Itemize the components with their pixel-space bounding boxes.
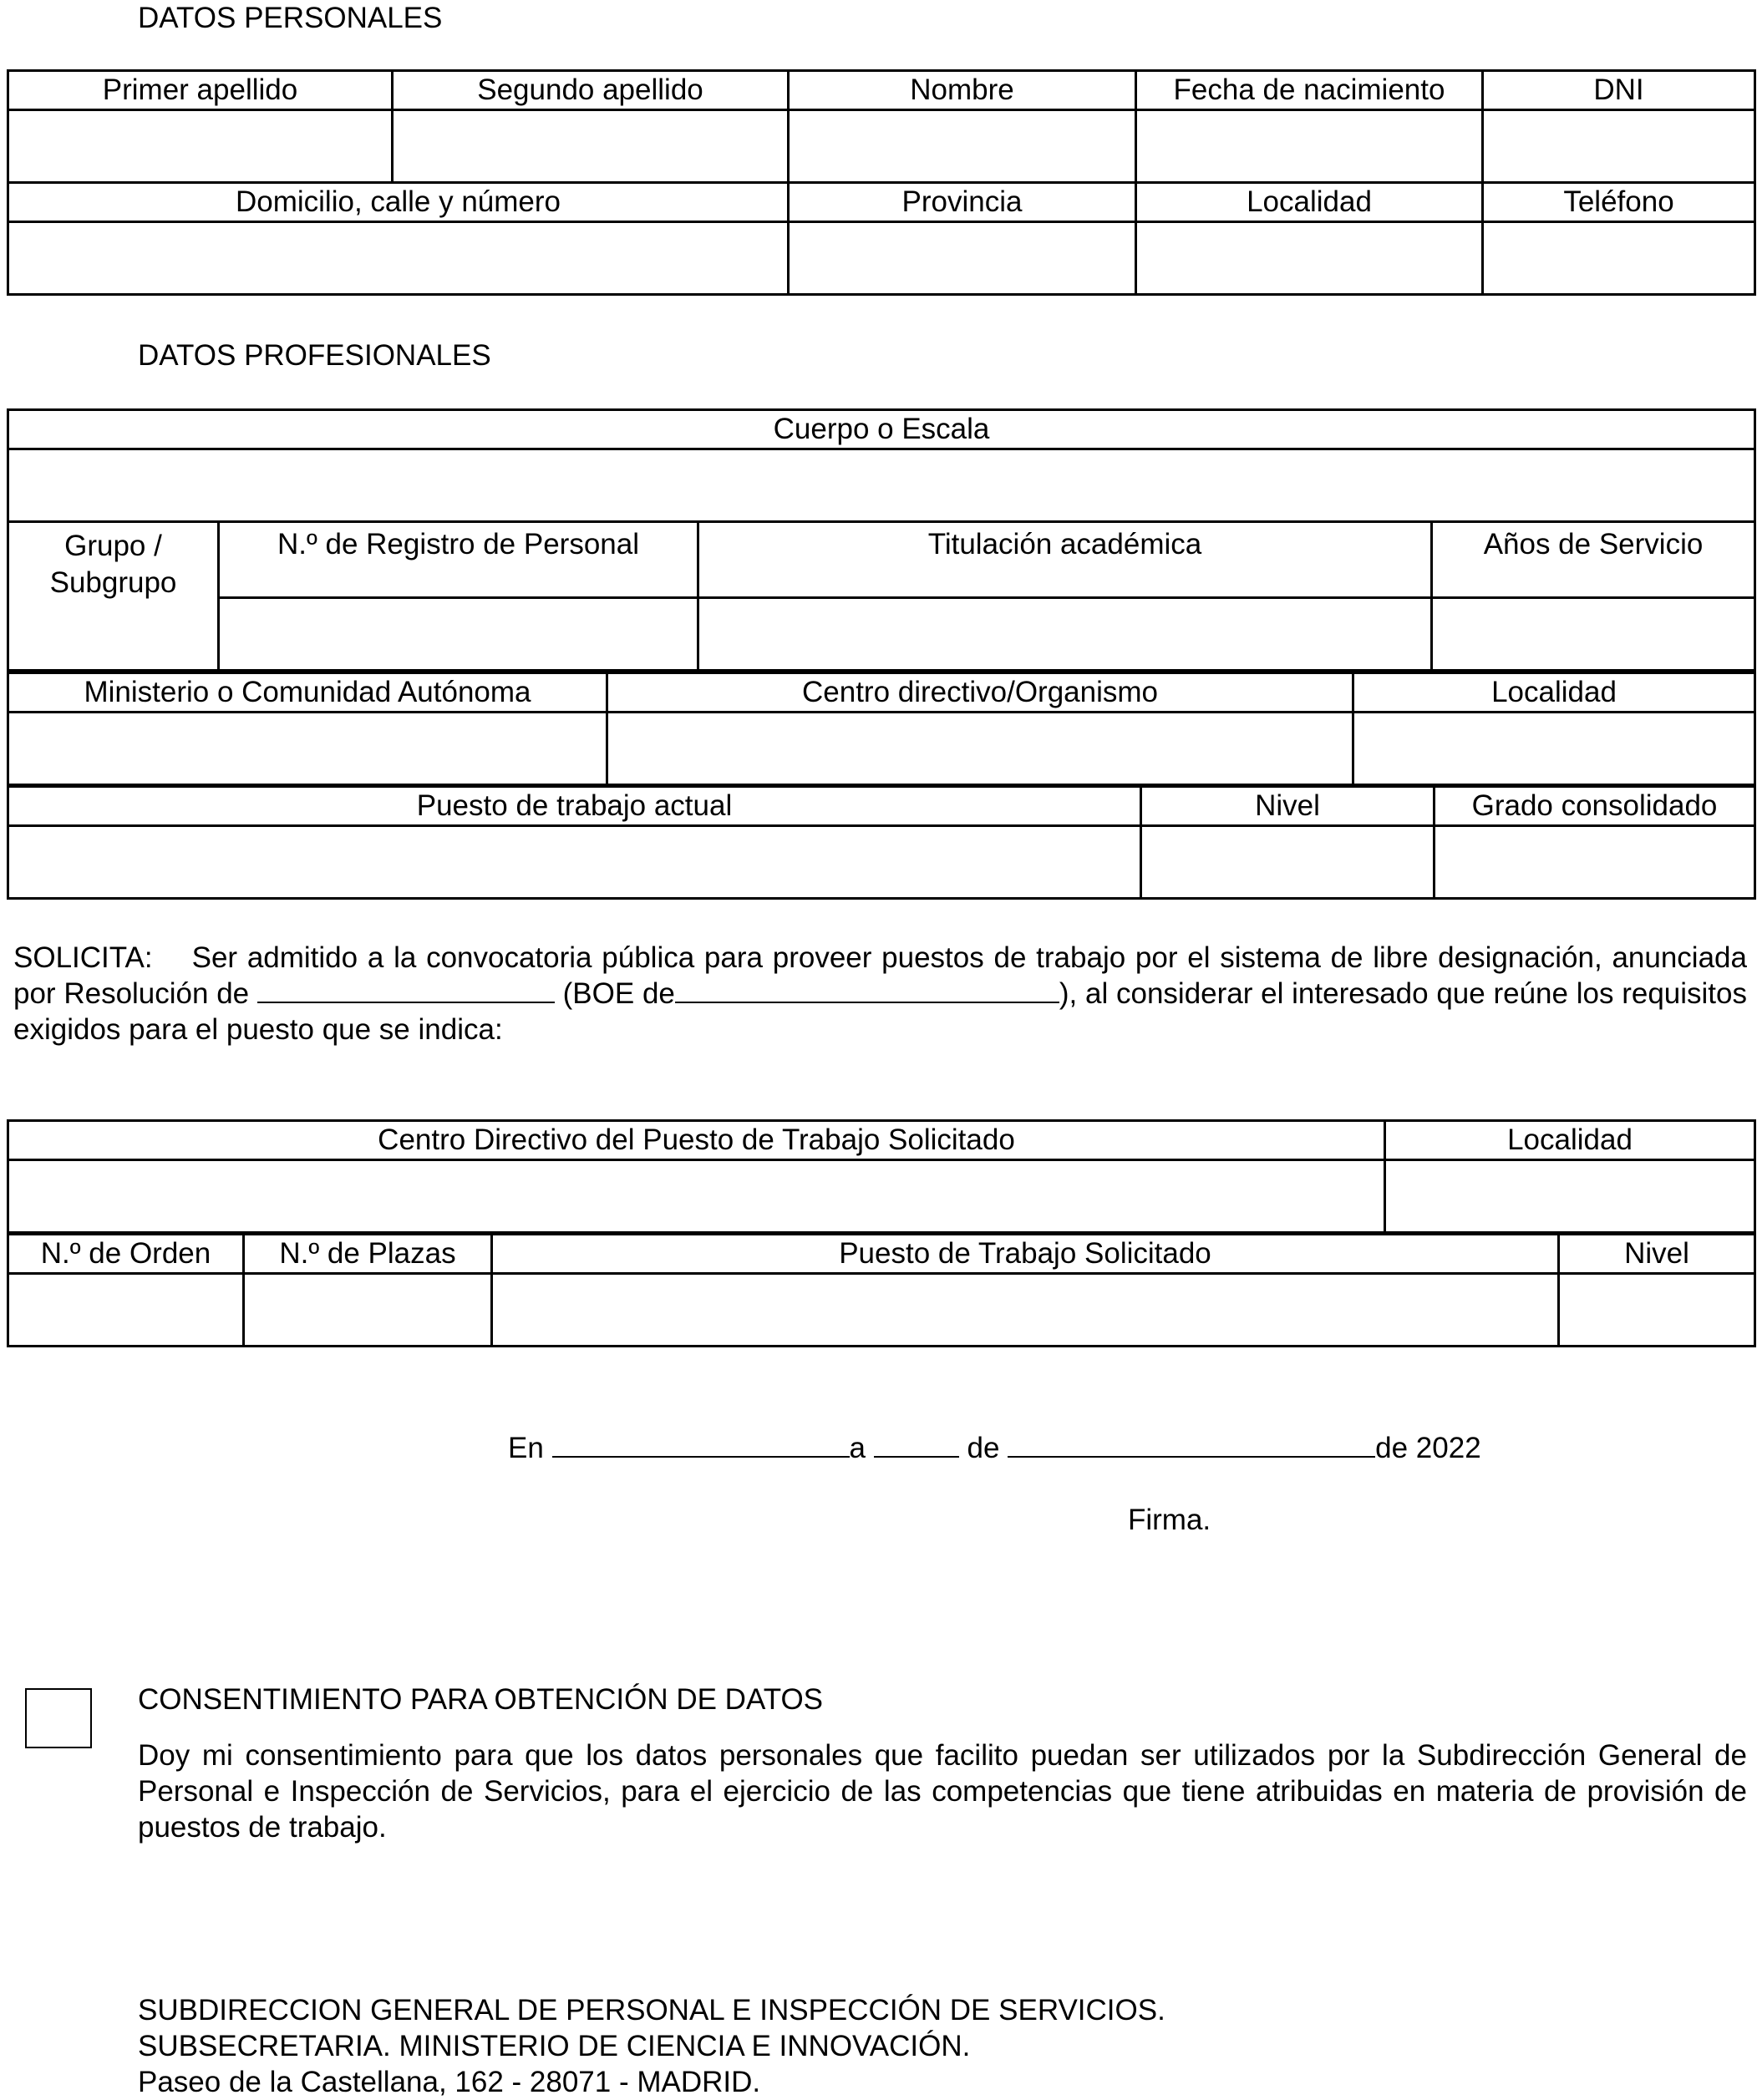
header-numero-orden: N.º de Orden bbox=[8, 1235, 244, 1274]
header-dni: DNI bbox=[1483, 71, 1755, 110]
requested-centro-table bbox=[7, 1119, 1756, 1234]
en-label: En bbox=[508, 1432, 544, 1464]
provincia-field[interactable] bbox=[789, 221, 1136, 294]
firma-label: Firma. bbox=[1128, 1504, 1211, 1536]
nivel-solicitado-field[interactable] bbox=[1559, 1273, 1755, 1346]
consent-text: Doy mi consentimiento para que los datos personales que facilito puedan ser utilizados por la Subdirección General de Personal e Inspección de Servicios, para el ejercicio de las competencias que tiene atribuidas en materia de provisión de puestos de trabajo. bbox=[138, 1739, 1747, 1844]
primer-apellido-field[interactable] bbox=[8, 109, 393, 182]
header-localidad-solicitado: Localidad bbox=[1385, 1121, 1755, 1160]
titulacion-field[interactable] bbox=[698, 597, 1432, 670]
localidad-field[interactable] bbox=[1136, 221, 1483, 294]
solicita-label: SOLICITA: bbox=[13, 941, 153, 974]
personal-data-table bbox=[7, 69, 1756, 296]
personal-section-title: DATOS PERSONALES bbox=[138, 2, 443, 34]
header-localidad-prof: Localidad bbox=[1353, 673, 1755, 713]
puesto-solicitado-field[interactable] bbox=[492, 1273, 1559, 1346]
de-label: de bbox=[967, 1432, 1000, 1464]
header-grado-consolidado: Grado consolidado bbox=[1435, 787, 1755, 826]
domicilio-field[interactable] bbox=[8, 221, 789, 294]
ministerio-field[interactable] bbox=[8, 712, 607, 784]
dni-field[interactable] bbox=[1483, 109, 1755, 182]
header-registro-personal: N.º de Registro de Personal bbox=[219, 521, 698, 597]
header-primer-apellido: Primer apellido bbox=[8, 71, 393, 110]
header-puesto-actual: Puesto de trabajo actual bbox=[8, 787, 1141, 826]
consent-title: CONSENTIMIENTO PARA OBTENCIÓN DE DATOS bbox=[138, 1683, 824, 1716]
header-titulacion: Titulación académica bbox=[698, 521, 1432, 597]
solicita-text-3: ), al considerar el interesado que reúne los requisitos exigidos para el puesto que se indica: bbox=[13, 977, 1747, 1046]
header-localidad: Localidad bbox=[1136, 182, 1483, 221]
telefono-field[interactable] bbox=[1483, 221, 1755, 294]
numero-plazas-field[interactable] bbox=[244, 1273, 492, 1346]
header-numero-plazas: N.º de Plazas bbox=[244, 1235, 492, 1274]
header-nivel: Nivel bbox=[1141, 787, 1435, 826]
header-cuerpo-escala: Cuerpo o Escala bbox=[8, 410, 1755, 449]
professional-puesto-table bbox=[7, 785, 1756, 900]
header-anos-servicio: Años de Servicio bbox=[1432, 521, 1755, 597]
solicita-text-2: (BOE de bbox=[562, 977, 675, 1010]
grupo-subgrupo-label: Grupo / Subgrupo bbox=[49, 529, 177, 599]
header-centro-solicitado: Centro Directivo del Puesto de Trabajo Solicitado bbox=[8, 1121, 1385, 1160]
fecha-nacimiento-field[interactable] bbox=[1136, 109, 1483, 182]
header-grupo-subgrupo bbox=[8, 521, 219, 670]
centro-directivo-field[interactable] bbox=[607, 712, 1353, 784]
header-telefono: Teléfono bbox=[1483, 182, 1755, 221]
header-fecha-nacimiento: Fecha de nacimiento bbox=[1136, 71, 1483, 110]
cuerpo-escala-field[interactable] bbox=[8, 449, 1755, 521]
header-centro-directivo: Centro directivo/Organismo bbox=[607, 673, 1353, 713]
year-label: de 2022 bbox=[1375, 1432, 1481, 1464]
registro-personal-field[interactable] bbox=[219, 597, 698, 670]
footer-line-3: Paseo de la Castellana, 162 - 28071 - MADRID. bbox=[138, 2066, 761, 2098]
day-field[interactable] bbox=[874, 1431, 959, 1458]
requested-puesto-table bbox=[7, 1233, 1756, 1347]
a-label: a bbox=[849, 1432, 866, 1464]
nombre-field[interactable] bbox=[789, 109, 1136, 182]
professional-section-title: DATOS PROFESIONALES bbox=[138, 339, 491, 372]
header-segundo-apellido: Segundo apellido bbox=[393, 71, 789, 110]
header-ministerio: Ministerio o Comunidad Autónoma bbox=[8, 673, 607, 713]
footer-line-2: SUBSECRETARIA. MINISTERIO DE CIENCIA E INNOVACIÓN. bbox=[138, 2030, 971, 2062]
header-provincia: Provincia bbox=[789, 182, 1136, 221]
numero-orden-field[interactable] bbox=[8, 1273, 244, 1346]
header-nombre: Nombre bbox=[789, 71, 1136, 110]
anos-servicio-field[interactable] bbox=[1432, 597, 1755, 670]
footer-line-1: SUBDIRECCION GENERAL DE PERSONAL E INSPECCIÓN DE SERVICIOS. bbox=[138, 1994, 1165, 2026]
localidad-prof-field[interactable] bbox=[1353, 712, 1755, 784]
solicita-text-1: Ser admitido a la convocatoria pública para proveer puestos de trabajo por el sistema de libre designación, anunciada por Resolución de bbox=[13, 941, 1747, 1010]
signature-date-line bbox=[508, 1431, 1481, 1463]
professional-ministerio-table bbox=[7, 672, 1756, 786]
segundo-apellido-field[interactable] bbox=[393, 109, 789, 182]
puesto-actual-field[interactable] bbox=[8, 825, 1141, 898]
place-field[interactable] bbox=[552, 1431, 850, 1458]
boe-date-field[interactable] bbox=[675, 976, 1059, 1003]
solicita-paragraph bbox=[13, 940, 1747, 1047]
month-field[interactable] bbox=[1008, 1431, 1375, 1458]
resolucion-date-field[interactable] bbox=[257, 976, 555, 1003]
grado-consolidado-field[interactable] bbox=[1435, 825, 1755, 898]
professional-cuerpo-table bbox=[7, 408, 1756, 672]
header-puesto-solicitado: Puesto de Trabajo Solicitado bbox=[492, 1235, 1559, 1274]
consent-checkbox[interactable] bbox=[25, 1688, 92, 1748]
header-domicilio: Domicilio, calle y número bbox=[8, 182, 789, 221]
centro-solicitado-field[interactable] bbox=[8, 1159, 1385, 1232]
footer-address bbox=[138, 1992, 1165, 2100]
nivel-field[interactable] bbox=[1141, 825, 1435, 898]
header-nivel-solicitado: Nivel bbox=[1559, 1235, 1755, 1274]
localidad-solicitado-field[interactable] bbox=[1385, 1159, 1755, 1232]
